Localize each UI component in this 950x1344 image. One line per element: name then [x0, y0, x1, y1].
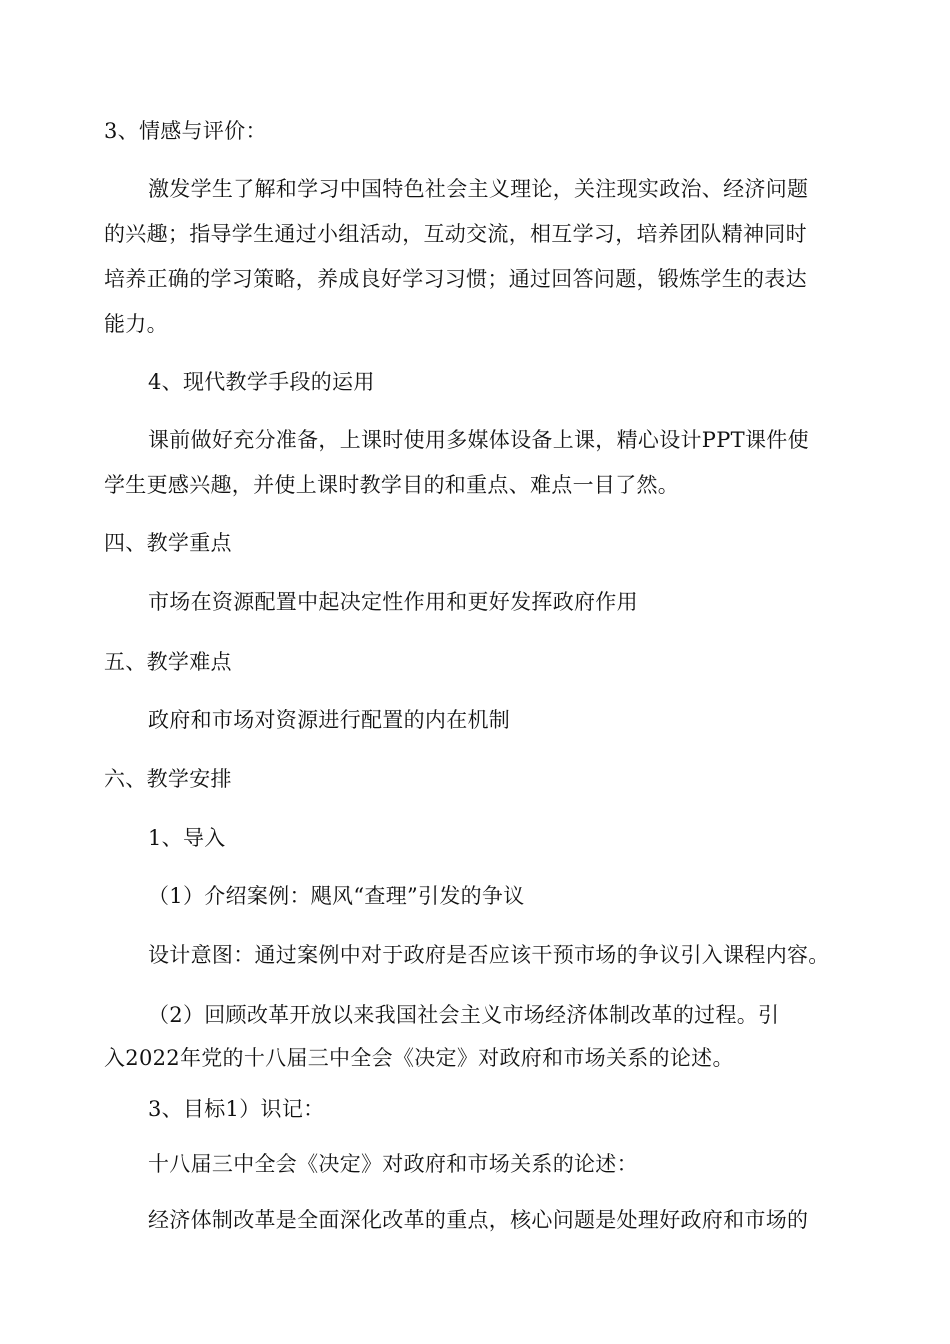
paragraph-line: （2）回顾改革开放以来我国社会主义市场经济体制改革的过程。引	[148, 1003, 780, 1027]
paragraph-decision: 十八届三中全会《决定》对政府和市场关系的论述：	[148, 1152, 638, 1176]
paragraph-design-intent: 设计意图：通过案例中对于政府是否应该干预市场的争议引入课程内容。	[148, 943, 830, 967]
heading-teaching-key-points: 四、教学重点	[104, 531, 232, 555]
paragraph-line: 培养正确的学习策略，养成良好学习习惯；通过回答问题，锻炼学生的表达	[104, 267, 807, 291]
paragraph-case: （1）介绍案例：飓风“查理”引发的争议	[148, 884, 525, 908]
heading-modern-teaching-means: 4、现代教学手段的运用	[148, 370, 375, 394]
paragraph-difficulties: 政府和市场对资源进行配置的内在机制	[148, 708, 511, 732]
paragraph-line: 激发学生了解和学习中国特色社会主义理论，关注现实政治、经济问题	[148, 177, 809, 201]
heading-teaching-arrangement: 六、教学安排	[104, 767, 232, 791]
heading-emotion-evaluation: 3、情感与评价：	[104, 119, 267, 143]
paragraph-reform: 经济体制改革是全面深化改革的重点，核心问题是处理好政府和市场的	[148, 1208, 809, 1232]
heading-goal-memorize: 3、目标1）识记：	[148, 1097, 325, 1121]
heading-introduction: 1、导入	[148, 826, 226, 850]
paragraph-line: 的兴趣；指导学生通过小组活动，互动交流，相互学习，培养团队精神同时	[104, 222, 807, 246]
paragraph-line: 学生更感兴趣，并使上课时教学目的和重点、难点一目了然。	[104, 473, 680, 497]
paragraph-key-points: 市场在资源配置中起决定性作用和更好发挥政府作用	[148, 590, 638, 614]
paragraph-line: 能力。	[104, 312, 168, 336]
paragraph-line: 课前做好充分准备，上课时使用多媒体设备上课，精心设计PPT课件使	[148, 428, 809, 452]
heading-teaching-difficulties: 五、教学难点	[104, 650, 232, 674]
paragraph-line: 入2022年党的十八届三中全会《决定》对政府和市场关系的论述。	[104, 1046, 734, 1070]
